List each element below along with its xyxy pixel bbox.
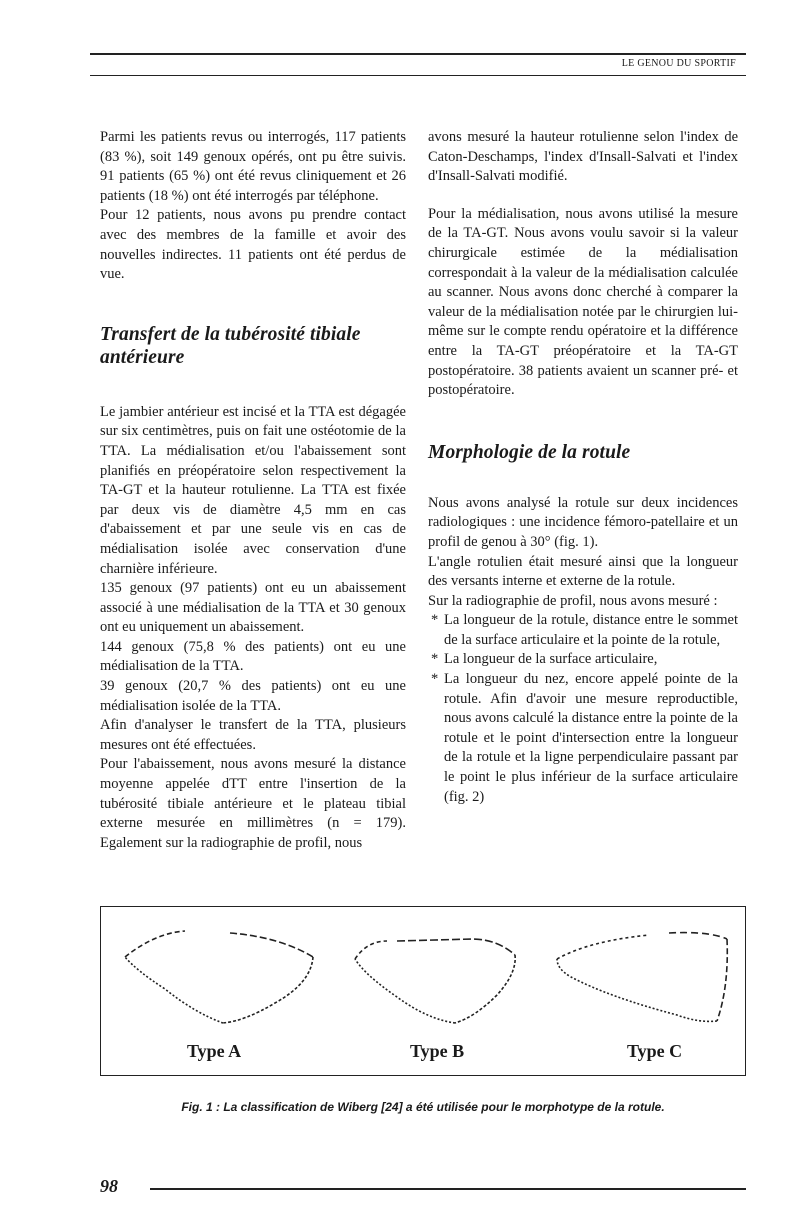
section-heading: Transfert de la tubérosité tibiale antérieure (100, 323, 361, 368)
figure-wiberg (100, 906, 746, 1076)
paragraph: Pour la médialisation, nous avons utilisé la mesure de la TA-GT. Nous avons voulu savoir si la valeur chirurgicale estimée de la médialisation correspondait à la valeur de la médialisation calculée au scanner. Nous avons donc cherché à comparer la valeur de la médialisation notée par le chirurgien lui-même sur le compte rendu opératoire et la différence entre la TA-GT préopératoire et la TA-GT postopératoire. 38 patients avaient un scanner pré- et postopératoire. (428, 205, 738, 399)
paragraph: 135 genoux (97 patients) ont eu un abaissement associé à une médialisation de la TTA et 30 genoux ont eu uniquement un abaissement. (100, 580, 406, 636)
list-item: * La longueur de la surface articulaire, (428, 650, 738, 670)
running-head: LE GENOU DU SPORTIF (621, 58, 736, 69)
page-number: 98 (100, 1176, 118, 1196)
header-top-rule (90, 53, 746, 55)
footer-rule (150, 1188, 746, 1190)
patella-type-c-drawing (549, 917, 739, 1032)
patella-type-b-drawing (347, 923, 527, 1033)
right-column (428, 128, 738, 807)
list-item: * La longueur de la rotule, distance entre le sommet de la surface articulaire et la pointe de la rotule, (428, 611, 738, 650)
paragraph: Parmi les patients revus ou interrogés, 117 patients (83 %), soit 149 genoux opérés, ont pu être suivis. 91 patients (65 %) ont été revus cliniquement et 26 patients (18 %) ont été interrogés par téléphone. (100, 129, 406, 204)
patella-type-a-drawing (115, 923, 315, 1033)
paragraph: Sur la radiographie de profil, nous avons mesuré : (428, 592, 718, 609)
paragraph: Pour l'abaissement, nous avons mesuré la distance moyenne appelée dTT entre l'insertion de la tubérosité tibiale antérieure et le plateau tibial externe mesurée en millimètres (n = 179). Egalement sur la radiographie de profil, nous (100, 756, 406, 851)
paragraph: avons mesuré la hauteur rotulienne selon l'index de Caton-Deschamps, l'index d'Insall-Salvati et l'index d'Insall-Salvati modifié. (428, 129, 738, 185)
type-b-label: Type B (410, 1041, 465, 1061)
type-c-label: Type C (627, 1041, 683, 1061)
paragraph: Pour 12 patients, nous avons pu prendre contact avec des membres de la famille et avoir des nouvelles indirectes. 11 patients ont été perdus de vue. (100, 207, 406, 283)
paragraph: L'angle rotulien était mesuré ainsi que la longueur des versants interne et externe de la rotule. (428, 553, 738, 590)
paragraph: Afin d'analyser le transfert de la TTA, plusieurs mesures ont été effectuées. (100, 717, 406, 753)
header-bottom-rule (90, 75, 746, 76)
figure-caption: Fig. 1 : La classification de Wiberg [24] a été utilisée pour le morphotype de la rotule. (181, 1100, 665, 1114)
paragraph: 144 genoux (75,8 % des patients) ont eu une médialisation de la TTA. (100, 638, 406, 675)
section-heading: Morphologie de la rotule (428, 441, 631, 463)
paragraph: Le jambier antérieur est incisé et la TTA est dégagée sur six centimètres, puis on fait une ostéotomie de la TTA. La médialisation et/ou l'abaissement sont planifiés en préopératoire selon respectivement la TA-GT et la hauteur rotulienne. La TTA est fixée par deux vis de diamètre 4,5 mm en cas d'abaissement et par une seule vis en cas de médialisation isolée avec conservation d'une charnière inférieure. (100, 403, 406, 577)
type-a-label: Type A (187, 1041, 242, 1061)
paragraph: Nous avons analysé la rotule sur deux incidences radiologiques : une incidence fémoro-patellaire et un profil de genou à 30° (fig. 1). (428, 494, 738, 550)
paragraph: 39 genoux (20,7 % des patients) ont eu une médialisation isolée de la TTA. (100, 678, 406, 714)
measurement-list (428, 611, 738, 807)
left-column (100, 128, 406, 853)
list-item: * La longueur du nez, encore appelé pointe de la rotule. Afin d'avoir une mesure reproductible, nous avons calculé la distance entre la pointe de la rotule et le point d'intersection entre la longueur de la rotule et la ligne perpendiculaire passant par le point le plus inférieur de la surface articulaire (fig. 2) (428, 670, 738, 807)
